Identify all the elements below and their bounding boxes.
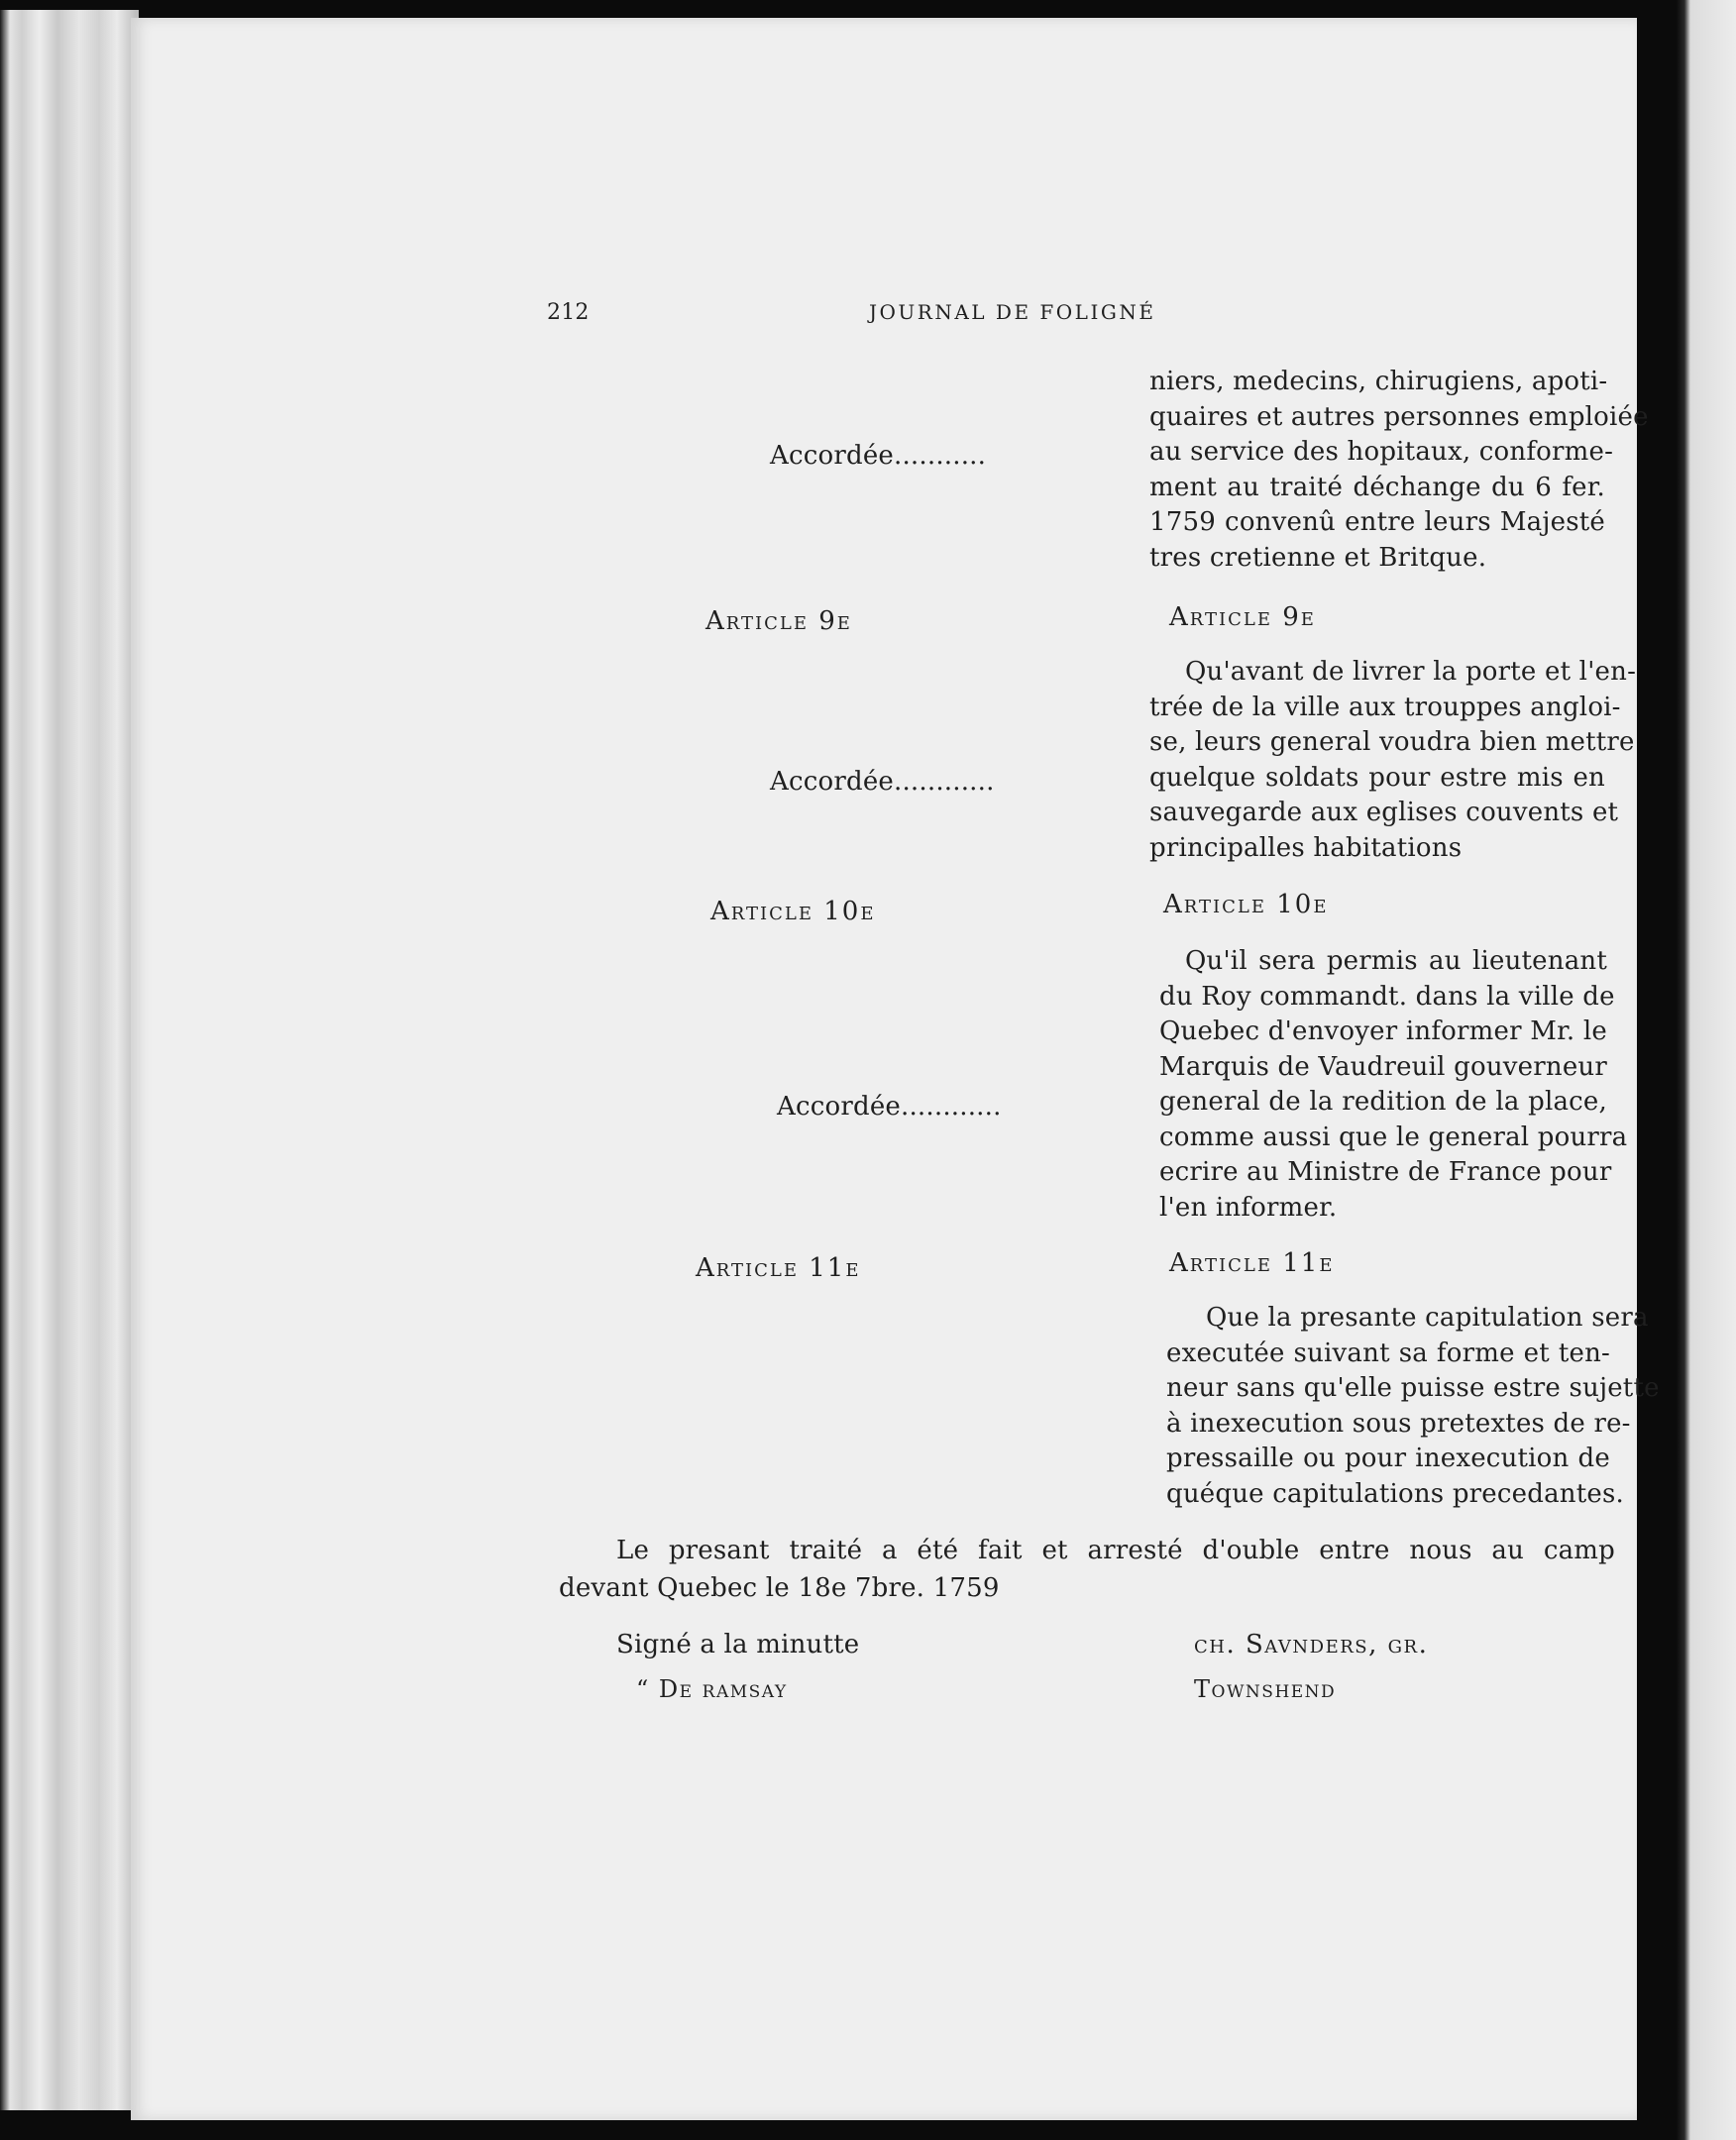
signature-right-2: Townshend <box>1194 1675 1337 1703</box>
article11-left-heading: Article 11e <box>696 1253 861 1283</box>
text-line: du Roy commandt. dans la ville de <box>1159 981 1615 1012</box>
text-line: se, leurs general voudra bien mettre <box>1149 727 1635 757</box>
page-number: 212 <box>547 300 590 325</box>
article9-left-heading: Article 9e <box>705 606 852 636</box>
text-line: trée de la ville aux trouppes angloi- <box>1149 692 1621 722</box>
article10-right-heading: Article 10e <box>1163 890 1329 919</box>
article10-left-heading: Article 10e <box>710 897 876 926</box>
book-page-edges <box>0 10 139 2110</box>
article9-text <box>1149 655 1637 866</box>
book-page <box>131 18 1660 2120</box>
text-line: 1759 convenû entre leurs Majesté <box>1149 507 1605 537</box>
closing-line-1: Le presant traité a été fait et arresté d'ouble entre nous au camp <box>616 1536 1615 1565</box>
text-line: general de la redition de la place, <box>1159 1087 1607 1117</box>
text-line: Qu'il sera permis au lieutenant <box>1185 946 1607 976</box>
text-line: pressaille ou pour inexecution de <box>1166 1444 1610 1473</box>
article8-text <box>1149 365 1649 576</box>
closing-line-2: devant Quebec le 18e 7bre. 1759 <box>559 1573 1000 1603</box>
text-line: au service des hopitaux, conforme- <box>1149 437 1614 467</box>
text-line: quelque soldats pour estre mis en <box>1149 762 1605 793</box>
article11-text <box>1166 1301 1660 1512</box>
text-line: ecrire au Ministre de France pour <box>1159 1157 1612 1187</box>
text-line: Marquis de Vaudreuil gouverneur <box>1159 1051 1607 1082</box>
article11-right-heading: Article 11e <box>1169 1248 1335 1278</box>
text-line: tres cretienne et Britque. <box>1149 542 1487 573</box>
text-line: sauvegarde aux eglises couvents et <box>1149 798 1619 827</box>
text-line: à inexecution sous pretextes de re- <box>1166 1408 1631 1439</box>
signature-left-1: Signé a la minutte <box>616 1630 860 1659</box>
text-line: neur sans qu'elle puisse estre sujette <box>1166 1373 1660 1403</box>
text-line: quaires et autres personnes emploiée <box>1149 401 1649 432</box>
running-title: JOURNAL DE FOLIGNÉ <box>869 300 1156 324</box>
article9-right-heading: Article 9e <box>1169 602 1316 632</box>
article10-text <box>1159 944 1628 1226</box>
signature-right-1: ch. Savnders, gr. <box>1194 1630 1429 1659</box>
text-line: niers, medecins, chirugiens, apoti- <box>1149 367 1608 396</box>
article10-response: Accordée............ <box>777 1092 1002 1122</box>
text-line: quéque capitulations precedantes. <box>1166 1478 1624 1509</box>
signature-left-2: “ De ramsay <box>636 1675 788 1703</box>
article8-response: Accordée........... <box>770 441 987 471</box>
text-line: executée suivant sa forme et ten- <box>1166 1338 1610 1368</box>
text-line: l'en informer. <box>1159 1192 1338 1223</box>
text-line: Que la presante capitulation sera <box>1206 1303 1649 1333</box>
text-line: ment au traité déchange du 6 fer. <box>1149 472 1605 502</box>
text-line: Qu'avant de livrer la porte et l'en- <box>1185 657 1637 687</box>
text-line: comme aussi que le general pourra <box>1159 1122 1628 1152</box>
text-line: Quebec d'envoyer informer Mr. le <box>1159 1016 1607 1046</box>
facing-page-edge <box>1677 0 1736 2140</box>
text-line: principalles habitations <box>1149 832 1463 863</box>
article9-response: Accordée............ <box>770 767 995 797</box>
